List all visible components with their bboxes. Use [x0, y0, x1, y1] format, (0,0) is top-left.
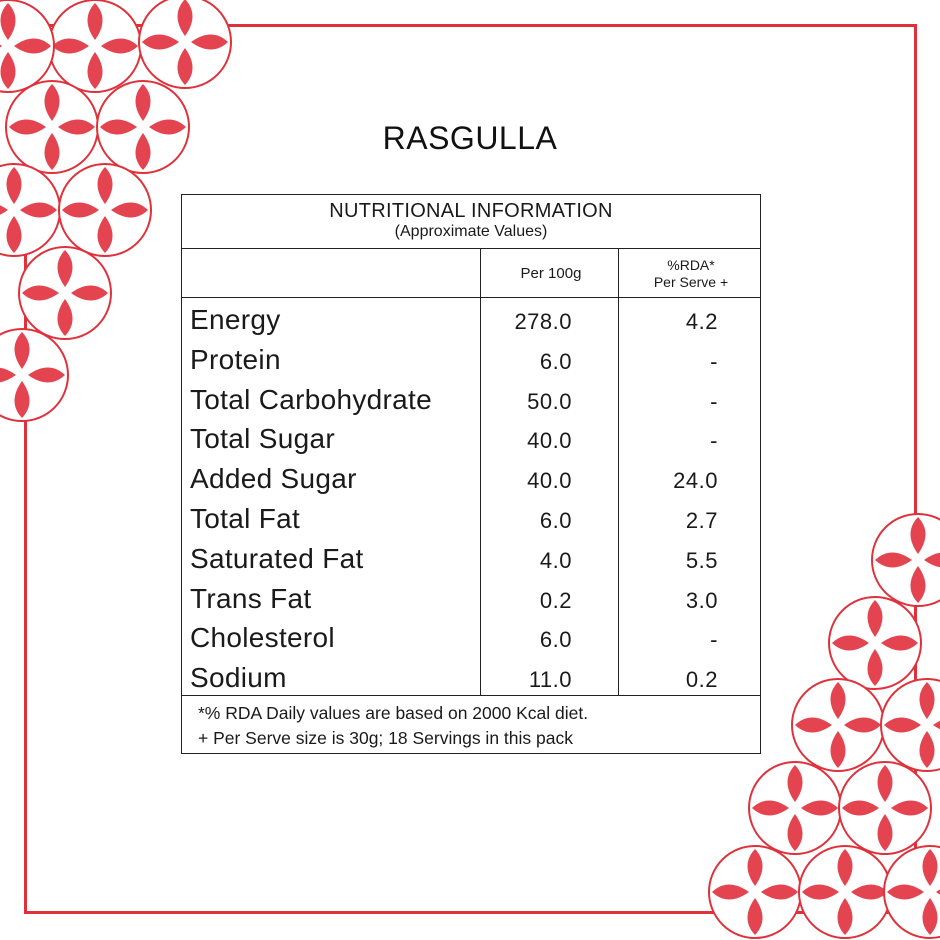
table-header	[182, 195, 760, 249]
column-header-rda-line1: %RDA*	[667, 256, 715, 273]
per-100g-value: 6.0	[539, 627, 572, 653]
nutrient-name: Added Sugar	[190, 463, 357, 495]
rda-value: 24.0	[673, 468, 718, 494]
table-row	[182, 341, 760, 381]
rda-value: -	[710, 428, 718, 454]
table-row	[182, 381, 760, 421]
per-100g-value: 40.0	[527, 428, 572, 454]
per-100g-value: 6.0	[539, 348, 572, 374]
rda-value: 0.2	[685, 667, 718, 693]
column-header-per-100g: Per 100g	[520, 265, 582, 282]
per-100g-value: 50.0	[527, 388, 572, 414]
nutrient-name: Energy	[190, 304, 281, 335]
table-row	[182, 659, 760, 699]
nutrient-name: Total Sugar	[190, 423, 335, 455]
product-title: RASGULLA	[382, 120, 558, 156]
nutrient-name: Total Carbohydrate	[190, 383, 432, 415]
table-row	[182, 500, 760, 540]
rda-value: -	[710, 388, 718, 414]
column-header-row	[182, 249, 760, 298]
per-100g-value: 6.0	[539, 507, 572, 533]
nutrient-name: Total Fat	[190, 502, 301, 534]
nutrient-name: Saturated Fat	[190, 542, 364, 574]
nutrient-name: Sodium	[190, 662, 287, 694]
per-100g-value: 278.0	[514, 309, 572, 334]
rda-value: 2.7	[685, 507, 718, 533]
rda-value: -	[710, 348, 718, 374]
nutrient-rows	[182, 301, 760, 699]
rda-value: 3.0	[685, 587, 718, 613]
table-row	[182, 301, 760, 341]
per-100g-value: 40.0	[527, 468, 572, 494]
table-row	[182, 540, 760, 580]
table-row	[182, 619, 760, 659]
footnote-rda: *% RDA Daily values are based on 2000 Kcal diet.	[198, 703, 589, 723]
table-row	[182, 580, 760, 620]
per-100g-value: 0.2	[539, 587, 572, 613]
column-header-rda-line2: Per Serve +	[653, 273, 729, 290]
table-title: NUTRITIONAL INFORMATION	[329, 200, 613, 222]
table-subtitle: (Approximate Values)	[394, 223, 548, 240]
per-100g-value: 11.0	[528, 667, 572, 693]
nutrition-table	[181, 194, 761, 754]
rda-value: 4.2	[685, 309, 718, 334]
table-row	[182, 460, 760, 500]
nutrient-name: Cholesterol	[190, 622, 335, 654]
nutrient-name: Protein	[190, 343, 281, 375]
footnote-serving: + Per Serve size is 30g; 18 Servings in this pack	[198, 728, 573, 748]
nutrient-name: Trans Fat	[190, 582, 312, 614]
table-row	[182, 420, 760, 460]
rda-value: 5.5	[685, 547, 718, 573]
per-100g-value: 4.0	[539, 547, 572, 573]
table-footnotes	[182, 695, 760, 753]
rda-value: -	[710, 627, 718, 653]
column-header-rda	[620, 249, 762, 298]
